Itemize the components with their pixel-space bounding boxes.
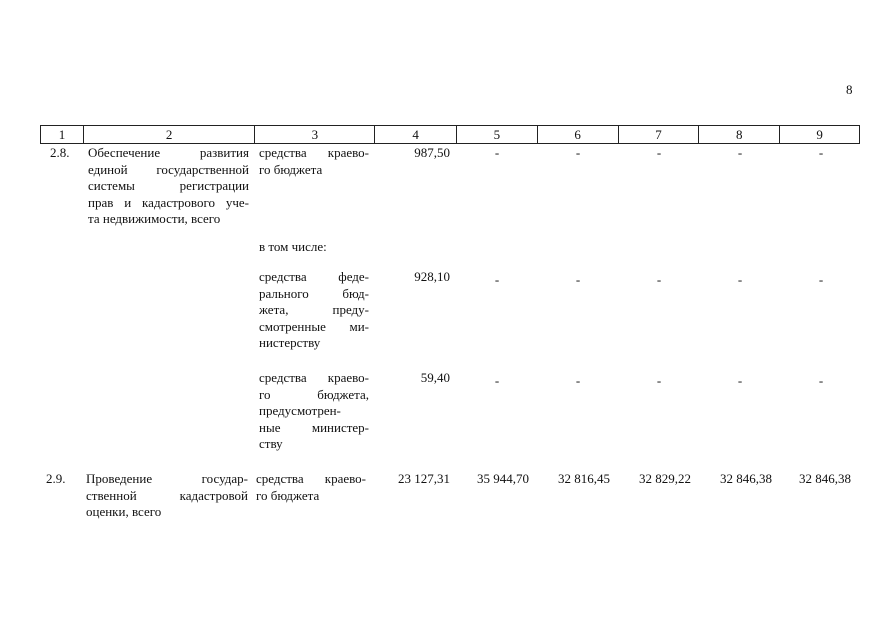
row-name — [88, 145, 249, 228]
value-col-5: 35 944,70 — [477, 471, 529, 486]
source-line: го бюджета — [259, 161, 323, 177]
source-line: жета, преду- — [259, 302, 369, 317]
value-col-5: - — [494, 373, 500, 388]
source-line: смотренные ми- — [259, 318, 369, 334]
value-col-4: 23 127,31 — [398, 471, 450, 486]
header-col-9: 9 — [816, 127, 823, 142]
value-col-9: - — [818, 373, 824, 388]
source-line: средства краево- — [259, 145, 369, 160]
source-line: го бюджета — [256, 487, 320, 503]
source-line: ные министер- — [259, 419, 369, 435]
table-header-row — [40, 125, 860, 144]
name-line: Проведение государ- — [86, 471, 248, 486]
source-line: средства краево- — [259, 370, 369, 385]
value-col-6: - — [575, 272, 581, 287]
value-col-6: - — [575, 145, 581, 160]
row-number: 2.8. — [50, 145, 70, 160]
value-col-5: - — [494, 145, 500, 160]
header-col-6: 6 — [538, 126, 619, 143]
header-col-8: 8 — [699, 126, 780, 143]
name-line: ственной кадастровой — [86, 487, 248, 503]
row-source — [256, 471, 366, 504]
source-line: средства краево- — [256, 471, 366, 486]
name-line: прав и кадастрового уче- — [88, 194, 249, 210]
subtotal-label: в том числе: — [259, 239, 327, 254]
value-col-9: - — [818, 145, 824, 160]
value-col-8: - — [737, 373, 743, 388]
source-line: го бюджета, — [259, 386, 369, 402]
value-col-5: - — [494, 272, 500, 287]
value-col-8: 32 846,38 — [720, 471, 772, 486]
source-line: средства феде- — [259, 269, 369, 284]
row-source — [259, 145, 369, 178]
name-line: единой государственной — [88, 161, 249, 177]
header-col-7: 7 — [619, 126, 700, 143]
source-line: нистерству — [259, 335, 321, 350]
value-col-4: 928,10 — [414, 269, 450, 284]
row-source — [259, 269, 369, 352]
row-name — [86, 471, 248, 521]
value-col-6: 32 816,45 — [558, 471, 610, 486]
name-line: системы регистрации — [88, 178, 249, 193]
source-line: ству — [259, 436, 283, 451]
page-number: 8 — [846, 82, 853, 97]
header-col-3: 3 — [255, 126, 375, 143]
row-source — [259, 370, 369, 453]
value-col-4: 987,50 — [414, 145, 450, 160]
value-col-7: - — [656, 373, 662, 388]
value-col-9: 32 846,38 — [799, 471, 851, 486]
header-col-2: 2 — [84, 126, 256, 143]
source-line: рального бюд- — [259, 285, 369, 301]
name-line: та недвижимости, всего — [88, 211, 221, 226]
header-col-5: 5 — [457, 126, 538, 143]
row-number: 2.9. — [46, 471, 66, 486]
value-col-7: 32 829,22 — [639, 471, 691, 486]
header-col-1: 1 — [41, 126, 84, 143]
value-col-8: - — [737, 145, 743, 160]
value-col-4: 59,40 — [420, 370, 450, 385]
value-col-8: - — [737, 272, 743, 287]
value-col-9: - — [818, 272, 824, 287]
value-col-6: - — [575, 373, 581, 388]
value-col-7: - — [656, 272, 662, 287]
value-col-7: - — [656, 145, 662, 160]
source-line: предусмотрен- — [259, 403, 341, 418]
header-col-4: 4 — [375, 126, 457, 143]
name-line: Обеспечение развития — [88, 145, 249, 160]
name-line: оценки, всего — [86, 504, 162, 519]
